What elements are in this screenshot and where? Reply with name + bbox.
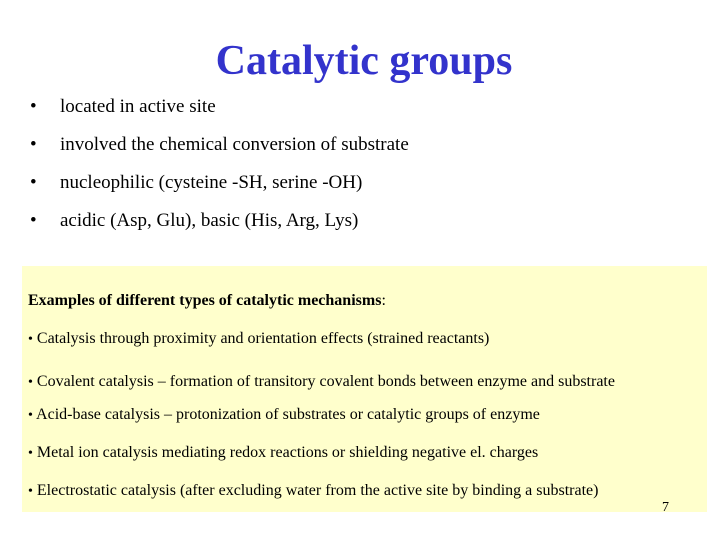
bullet-dot: •: [30, 96, 37, 117]
bullet-item: [28, 172, 409, 210]
mechanisms-box: [22, 266, 707, 512]
slide-title: Catalytic groups: [215, 38, 513, 84]
bullet-item: [28, 134, 409, 172]
mechanism-item: [28, 443, 538, 464]
mechanisms-heading-text: Examples of different types of catalytic mechanisms: [28, 292, 382, 309]
bullet-item: [28, 210, 409, 248]
mechanism-text: Covalent catalysis – formation of transitory covalent bonds between enzyme and substrate: [36, 373, 615, 390]
mechanism-text: Acid-base catalysis – protonization of substrates or catalytic groups of enzyme: [36, 406, 540, 423]
mechanism-bullet: •: [28, 484, 33, 499]
mechanism-text: Metal ion catalysis mediating redox reactions or shielding negative el. charges: [36, 444, 539, 461]
mechanism-bullet: •: [28, 332, 33, 347]
mechanism-item: [28, 405, 540, 426]
mechanism-item: [28, 329, 489, 350]
bullet-list: [28, 96, 409, 248]
bullet-dot: •: [30, 210, 37, 231]
mechanism-item: [28, 372, 615, 393]
bullet-dot: •: [30, 134, 37, 155]
mechanism-bullet: •: [28, 446, 33, 461]
bullet-text: acidic (Asp, Glu), basic (His, Arg, Lys): [60, 210, 359, 231]
mechanism-text: Electrostatic catalysis (after excluding water from the active site by binding a substrate): [36, 482, 599, 499]
mechanism-bullet: •: [28, 375, 33, 390]
mechanisms-heading-colon: :: [381, 292, 386, 309]
bullet-text: involved the chemical conversion of substrate: [60, 134, 409, 155]
mechanisms-heading: [28, 291, 386, 311]
bullet-text: nucleophilic (cysteine -SH, serine -OH): [60, 172, 363, 193]
bullet-item: [28, 96, 409, 134]
bullet-text: located in active site: [60, 96, 216, 117]
bullet-dot: •: [30, 172, 37, 193]
mechanism-text: Catalysis through proximity and orientation effects (strained reactants): [36, 330, 490, 347]
mechanism-item: [28, 481, 598, 502]
page-number: 7: [662, 500, 669, 515]
mechanism-bullet: •: [28, 408, 33, 423]
